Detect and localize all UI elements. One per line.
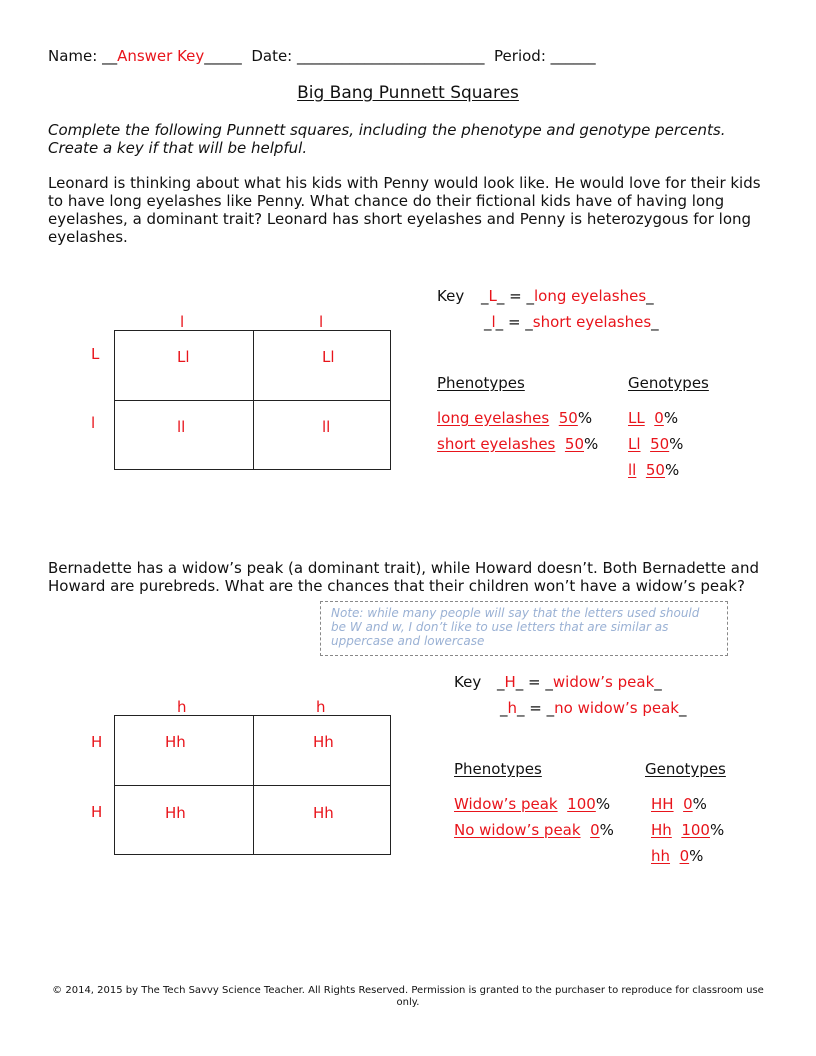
- key-row: _H_ = _widow’s peak_: [497, 673, 662, 691]
- key-row: _L_ = _long eyelashes_: [481, 287, 654, 305]
- phenotype-row: No widow’s peak 0%: [454, 821, 614, 839]
- grid-line: [115, 400, 390, 401]
- phenotype-row: short eyelashes 50%: [437, 435, 599, 453]
- phenotypes-header: Phenotypes: [454, 760, 542, 778]
- genotype-row: HH 0%: [651, 795, 707, 813]
- punnett-cell: Hh: [313, 804, 334, 822]
- punnett-cell: Ll: [177, 348, 190, 366]
- phenotype-row: Widow’s peak 100%: [454, 795, 611, 813]
- punnett-cell: Ll: [322, 348, 335, 366]
- top-allele-2: l: [319, 313, 324, 331]
- grid-line: [115, 785, 390, 786]
- problem2-text: Bernadette has a widow’s peak (a dominant trait), while Howard doesn’t. Both Bernadette and Howard are purebreds. What are the chances that their children won’t have a widow’s peak?: [48, 559, 759, 595]
- name-label: Name: __: [48, 47, 118, 65]
- copyright-footer: © 2014, 2015 by The Tech Savvy Science Teacher. All Rights Reserved. Permission is granted to the purchaser to reproduce for classroom use only.: [52, 985, 764, 1008]
- side-allele-2: H: [91, 803, 103, 821]
- genotype-row: Hh 100%: [651, 821, 725, 839]
- genotypes-header: Genotypes: [645, 760, 726, 778]
- problem1-text: Leonard is thinking about what his kids with Penny would look like. He would love for their kids to have long eyelashes like Penny. What chance do their fictional kids have of having long eyelashes, a dominant trait? Leonard has short eyelashes and Penny is heterozygous for long eyelashes.: [48, 174, 761, 246]
- worksheet-header: [48, 47, 596, 65]
- instructions: Complete the following Punnett squares, including the phenotype and genotype percents. Create a key if that will be helpful.: [48, 121, 726, 157]
- name-value: Answer Key: [117, 47, 205, 65]
- key-row: _h_ = _no widow’s peak_: [500, 699, 687, 717]
- punnett-square-1: [114, 330, 391, 470]
- genotype-row: ll 50%: [628, 461, 680, 479]
- page-title: Big Bang Punnett Squares: [297, 83, 519, 103]
- side-allele-1: H: [91, 733, 103, 751]
- phenotypes-header: Phenotypes: [437, 374, 525, 392]
- date-period-label: Date: _________________________ Period: ______: [241, 47, 596, 65]
- top-allele-1: h: [177, 698, 187, 716]
- genotype-row: LL 0%: [628, 409, 679, 427]
- genotype-row: Ll 50%: [628, 435, 684, 453]
- side-allele-1: L: [91, 345, 100, 363]
- top-allele-2: h: [316, 698, 326, 716]
- punnett-cell: Hh: [165, 733, 186, 751]
- side-allele-2: l: [91, 414, 96, 432]
- genotypes-header: Genotypes: [628, 374, 709, 392]
- key-label: Key: [437, 287, 465, 305]
- punnett-cell: ll: [322, 418, 331, 436]
- name-tail: _____: [204, 47, 242, 65]
- phenotype-row: long eyelashes 50%: [437, 409, 593, 427]
- punnett-cell: ll: [177, 418, 186, 436]
- top-allele-1: l: [180, 313, 185, 331]
- key-row: _l_ = _short eyelashes_: [484, 313, 659, 331]
- punnett-square-2: [114, 715, 391, 855]
- punnett-cell: Hh: [165, 804, 186, 822]
- punnett-cell: Hh: [313, 733, 334, 751]
- teacher-note: Note: while many people will say that the letters used should be W and w, I don’t like to use letters that are similar as uppercase and lowercase: [320, 601, 728, 656]
- genotype-row: hh 0%: [651, 847, 704, 865]
- key-label: Key: [454, 673, 482, 691]
